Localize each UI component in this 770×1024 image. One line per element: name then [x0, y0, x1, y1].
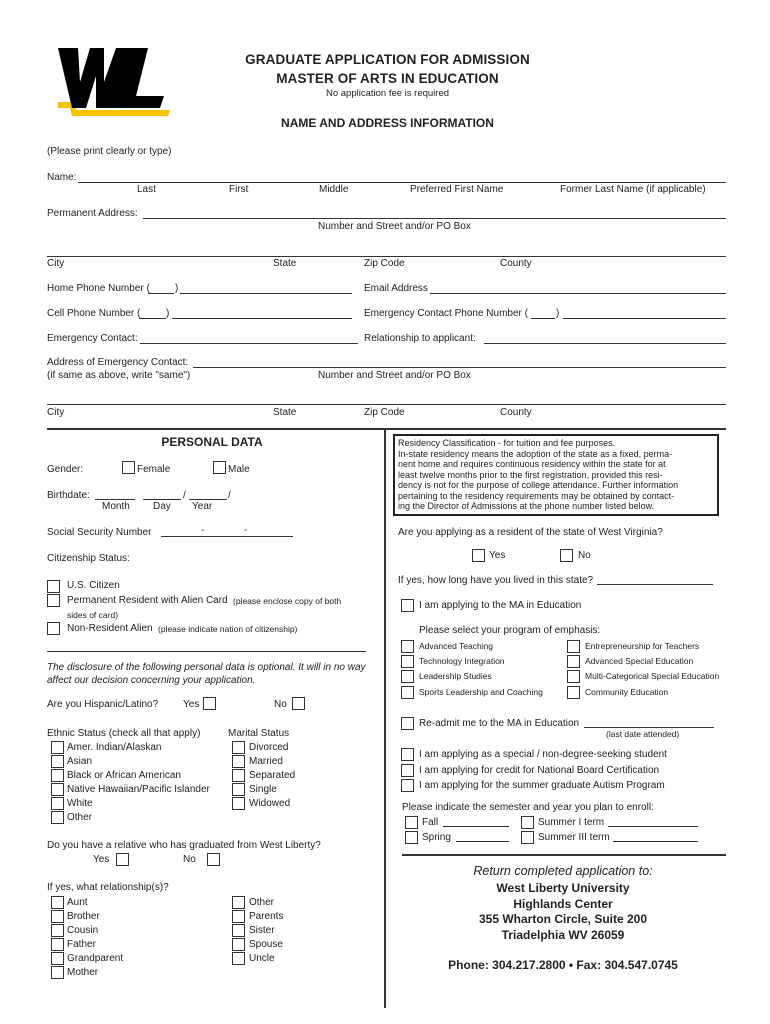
emphasis-checkbox[interactable] [401, 640, 414, 653]
name-sub-first: First [229, 184, 249, 195]
summer3-label: Summer III term [538, 832, 610, 843]
ethnic-checkbox[interactable] [51, 797, 64, 810]
ethnic-option: Native Hawaiian/Pacific Islander [67, 784, 210, 795]
ethnic-checkbox[interactable] [51, 769, 64, 782]
emergency-city-state-zip-field[interactable] [47, 404, 726, 405]
emergency-contact-label: Emergency Contact: [47, 333, 138, 344]
birth-day-field[interactable] [143, 499, 181, 500]
apply-ma-checkbox[interactable] [401, 599, 414, 612]
cell-phone-field[interactable] [172, 318, 352, 319]
relation-checkbox[interactable] [232, 938, 245, 951]
relative-question: Do you have a relative who has graduated from West Liberty? [47, 840, 321, 851]
paren: ) [166, 308, 170, 319]
marital-checkbox[interactable] [232, 783, 245, 796]
name-label: Name: [47, 172, 77, 183]
home-phone-label: Home Phone Number ( [47, 283, 150, 294]
relation-option: Mother [67, 967, 99, 978]
gender-label: Gender: [47, 464, 84, 475]
relationship-label: Relationship to applicant: [364, 333, 476, 344]
residency-line: ing the Director of Admissions at the phone number listed below. [398, 501, 655, 511]
apply-ma-label: I am applying to the MA in Education [419, 600, 582, 611]
perm-resident-note-2: sides of card) [67, 610, 119, 620]
wl-logo [52, 42, 172, 122]
emergency-phone-label: Emergency Contact Phone Number ( [364, 308, 528, 319]
residency-line: Residency Classification - for tuition and fee purposes. [398, 438, 616, 448]
marital-heading: Marital Status [228, 728, 290, 739]
ssn-field[interactable] [161, 536, 293, 537]
slash: / [228, 490, 231, 501]
name-sub-preferred: Preferred First Name [410, 184, 504, 195]
disclosure-line-1: The disclosure of the following personal data is optional. It will in no way [47, 662, 366, 673]
fall-label: Fall [422, 817, 439, 828]
perm-resident-note: (please enclose copy of both [233, 596, 342, 606]
how-long-field[interactable] [597, 584, 713, 585]
non-resident-note: (please indicate nation of citizenship) [158, 624, 298, 634]
national-board-label: I am applying for credit for National Board Certification [419, 765, 660, 776]
return-city: Triadelphia WV 26059 [501, 928, 625, 942]
section-divider [47, 428, 726, 430]
marital-checkbox[interactable] [232, 755, 245, 768]
return-org: West Liberty University [496, 881, 630, 895]
fee-note: No application fee is required [325, 88, 450, 99]
emphasis-checkbox[interactable] [567, 670, 580, 683]
fall-year-field[interactable] [443, 826, 509, 827]
residency-line: least twelve months prior to the first registration, provided this resi- [398, 469, 663, 480]
how-long-question: If yes, how long have you lived in this state? [398, 575, 594, 586]
relation-checkbox[interactable] [232, 924, 245, 937]
state-caption: State [273, 258, 297, 269]
non-resident-checkbox[interactable] [47, 622, 60, 635]
home-phone-area-field[interactable] [148, 293, 174, 294]
citizenship-label: Citizenship Status: [47, 553, 130, 564]
relation-option: Brother [67, 911, 100, 922]
marital-option: Separated [249, 770, 296, 781]
male-label: Male [228, 464, 250, 475]
emphasis-checkbox[interactable] [567, 655, 580, 668]
relation-option: Aunt [67, 897, 88, 908]
relation-checkbox[interactable] [51, 910, 64, 923]
birth-month-field[interactable] [95, 499, 135, 500]
special-student-label: I am applying as a special / non-degree-seeking student [419, 749, 667, 760]
state-caption-2: State [273, 407, 297, 418]
hispanic-no-checkbox[interactable] [292, 697, 305, 710]
ethnic-option: White [67, 798, 93, 809]
marital-option: Widowed [249, 798, 291, 809]
county-caption-2: County [500, 407, 532, 418]
permanent-address-label: Permanent Address: [47, 208, 138, 219]
residency-line: nent home and requires continuous residency within the state for at [398, 459, 666, 469]
summer1-checkbox[interactable] [521, 816, 534, 829]
paren: ) [175, 283, 179, 294]
residency-line: In-state residency means the adoption of the state as a fixed, perma- [398, 448, 673, 459]
marital-checkbox[interactable] [232, 741, 245, 754]
emergency-address-field[interactable] [193, 367, 726, 368]
summer3-checkbox[interactable] [521, 831, 534, 844]
relation-checkbox[interactable] [51, 924, 64, 937]
us-citizen-checkbox[interactable] [47, 580, 60, 593]
name-sub-last: Last [137, 184, 156, 195]
relation-checkbox[interactable] [51, 966, 64, 979]
emergency-phone-field[interactable] [563, 318, 726, 319]
hispanic-no-label: No [274, 699, 287, 710]
spring-checkbox[interactable] [405, 831, 418, 844]
special-student-checkbox[interactable] [401, 748, 414, 761]
readmit-checkbox[interactable] [401, 717, 414, 730]
relation-option: Father [67, 939, 96, 950]
dash: - [244, 525, 248, 536]
day-caption: Day [153, 501, 171, 512]
hispanic-label: Are you Hispanic/Latino? [47, 699, 159, 710]
wv-no-checkbox[interactable] [560, 549, 573, 562]
wv-yes-label: Yes [489, 550, 506, 561]
personal-data-heading: PERSONAL DATA [161, 435, 263, 449]
birth-year-field[interactable] [189, 499, 227, 500]
ethnic-checkbox[interactable] [51, 811, 64, 824]
wv-resident-question: Are you applying as a resident of the state of West Virginia? [398, 527, 663, 538]
wv-no-label: No [578, 550, 591, 561]
perm-resident-checkbox[interactable] [47, 594, 60, 607]
print-instruction: (Please print clearly or type) [47, 146, 172, 157]
city-caption: City [47, 258, 65, 269]
relation-checkbox[interactable] [232, 910, 245, 923]
emphasis-option: Advanced Special Education [585, 656, 694, 666]
relative-no-checkbox[interactable] [207, 853, 220, 866]
residency-text [398, 438, 678, 512]
relation-checkbox[interactable] [232, 896, 245, 909]
ethnic-checkbox[interactable] [51, 783, 64, 796]
column-divider [384, 428, 386, 1008]
wv-yes-checkbox[interactable] [472, 549, 485, 562]
relationship-field[interactable] [484, 343, 726, 344]
ethnic-option: Amer. Indian/Alaskan [67, 742, 162, 753]
relation-checkbox[interactable] [232, 952, 245, 965]
name-sub-former: Former Last Name (if applicable) [560, 184, 706, 195]
emphasis-option: Multi-Categorical Special Education [585, 671, 720, 681]
summer3-year-field[interactable] [613, 841, 698, 842]
last-date-field[interactable] [584, 727, 714, 728]
emphasis-checkbox[interactable] [401, 655, 414, 668]
spring-label: Spring [422, 832, 451, 843]
relation-option: Spouse [249, 939, 283, 950]
relative-yes-label: Yes [93, 854, 110, 865]
marital-option: Married [249, 756, 283, 767]
ethnic-checkbox[interactable] [51, 741, 64, 754]
permanent-address-field[interactable] [143, 218, 726, 219]
ethnic-heading: Ethnic Status (check all that apply) [47, 728, 201, 739]
summer1-label: Summer I term [538, 817, 605, 828]
number-street-caption-2: Number and Street and/or PO Box [318, 370, 471, 381]
return-heading: Return completed application to: [473, 864, 653, 878]
relation-option: Cousin [67, 925, 99, 936]
relation-option: Grandparent [67, 953, 124, 964]
same-note: (if same as above, write "same") [47, 370, 191, 381]
number-street-caption: Number and Street and/or PO Box [318, 221, 471, 232]
autism-program-label: I am applying for the summer graduate Autism Program [419, 780, 665, 791]
slash: / [183, 490, 186, 501]
spring-year-field[interactable] [456, 841, 509, 842]
emphasis-option: Advanced Teaching [419, 641, 494, 651]
ethnic-option: Other [67, 812, 93, 823]
return-phone-fax: Phone: 304.217.2800 • Fax: 304.547.0745 [448, 958, 678, 972]
paren: ) [556, 308, 560, 319]
emphasis-option: Entrepreneurship for Teachers [585, 641, 700, 651]
last-date-caption: (last date attended) [606, 729, 680, 739]
emphasis-option: Community Education [585, 687, 669, 697]
cell-phone-label: Cell Phone Number ( [47, 308, 141, 319]
emphasis-option: Sports Leadership and Coaching [419, 687, 543, 697]
name-field[interactable] [78, 182, 726, 183]
cell-phone-area-field[interactable] [139, 318, 166, 319]
city-state-zip-field[interactable] [47, 256, 726, 257]
relation-option: Uncle [249, 953, 275, 964]
summer1-year-field[interactable] [608, 826, 698, 827]
national-board-checkbox[interactable] [401, 764, 414, 777]
zip-caption-2: Zip Code [364, 407, 405, 418]
name-sub-middle: Middle [319, 184, 349, 195]
emphasis-checkbox[interactable] [401, 686, 414, 699]
emphasis-checkbox[interactable] [401, 670, 414, 683]
ssn-label: Social Security Number [47, 527, 152, 538]
emphasis-option: Leadership Studies [419, 671, 492, 681]
email-label: Email Address [364, 283, 428, 294]
residency-line: dency is not for the purpose of college attendance. Further information [398, 480, 679, 490]
readmit-label: Re-admit me to the MA in Education [419, 718, 580, 729]
female-checkbox[interactable] [122, 461, 135, 474]
form-title: GRADUATE APPLICATION FOR ADMISSION [245, 52, 530, 67]
relation-option: Other [249, 897, 275, 908]
residency-line: pertaining to the residency requirements may be obtained by contact- [398, 490, 675, 501]
fall-checkbox[interactable] [405, 816, 418, 829]
us-citizen-label: U.S. Citizen [67, 580, 120, 591]
emphasis-checkbox[interactable] [567, 686, 580, 699]
emphasis-label: Please select your program of emphasis: [419, 625, 601, 636]
marital-option: Single [249, 784, 277, 795]
ethnic-checkbox[interactable] [51, 755, 64, 768]
hispanic-yes-label: Yes [183, 699, 200, 710]
nation-field[interactable] [47, 651, 366, 652]
relation-option: Parents [249, 911, 284, 922]
return-street: 355 Wharton Circle, Suite 200 [478, 912, 648, 926]
marital-option: Divorced [249, 742, 289, 753]
relative-yes-checkbox[interactable] [116, 853, 129, 866]
ethnic-option: Black or African American [67, 770, 181, 781]
email-field[interactable] [430, 293, 726, 294]
zip-caption: Zip Code [364, 258, 405, 269]
ethnic-option: Asian [67, 756, 93, 767]
perm-resident-label: Permanent Resident with Alien Card [67, 595, 228, 606]
hispanic-yes-checkbox[interactable] [203, 697, 216, 710]
disclosure-line-2: affect our decision concerning your application. [47, 675, 256, 686]
relation-checkbox[interactable] [51, 896, 64, 909]
birthdate-label: Birthdate: [47, 490, 90, 501]
emergency-phone-area-field[interactable] [531, 318, 555, 319]
relation-checkbox[interactable] [51, 952, 64, 965]
semester-question: Please indicate the semester and year you plan to enroll: [402, 802, 654, 813]
return-center: Highlands Center [513, 897, 613, 911]
emphasis-checkbox[interactable] [567, 640, 580, 653]
emergency-address-label: Address of Emergency Contact: [47, 357, 189, 368]
home-phone-field[interactable] [180, 293, 352, 294]
dash: - [201, 525, 205, 536]
form-subtitle: MASTER OF ARTS IN EDUCATION [276, 71, 499, 86]
year-caption: Year [192, 501, 213, 512]
relationship-question: If yes, what relationship(s)? [47, 882, 169, 893]
relative-no-label: No [183, 854, 196, 865]
return-divider [402, 854, 726, 856]
emergency-contact-field[interactable] [140, 343, 358, 344]
autism-program-checkbox[interactable] [401, 779, 414, 792]
emphasis-option: Technology Integration [419, 656, 505, 666]
non-resident-label: Non-Resident Alien [67, 623, 153, 634]
female-label: Female [137, 464, 171, 475]
city-caption-2: City [47, 407, 65, 418]
month-caption: Month [102, 501, 130, 512]
male-checkbox[interactable] [213, 461, 226, 474]
section-heading-name-address: NAME AND ADDRESS INFORMATION [281, 116, 494, 130]
relation-checkbox[interactable] [51, 938, 64, 951]
marital-checkbox[interactable] [232, 769, 245, 782]
relation-option: Sister [249, 925, 275, 936]
marital-checkbox[interactable] [232, 797, 245, 810]
county-caption: County [500, 258, 532, 269]
